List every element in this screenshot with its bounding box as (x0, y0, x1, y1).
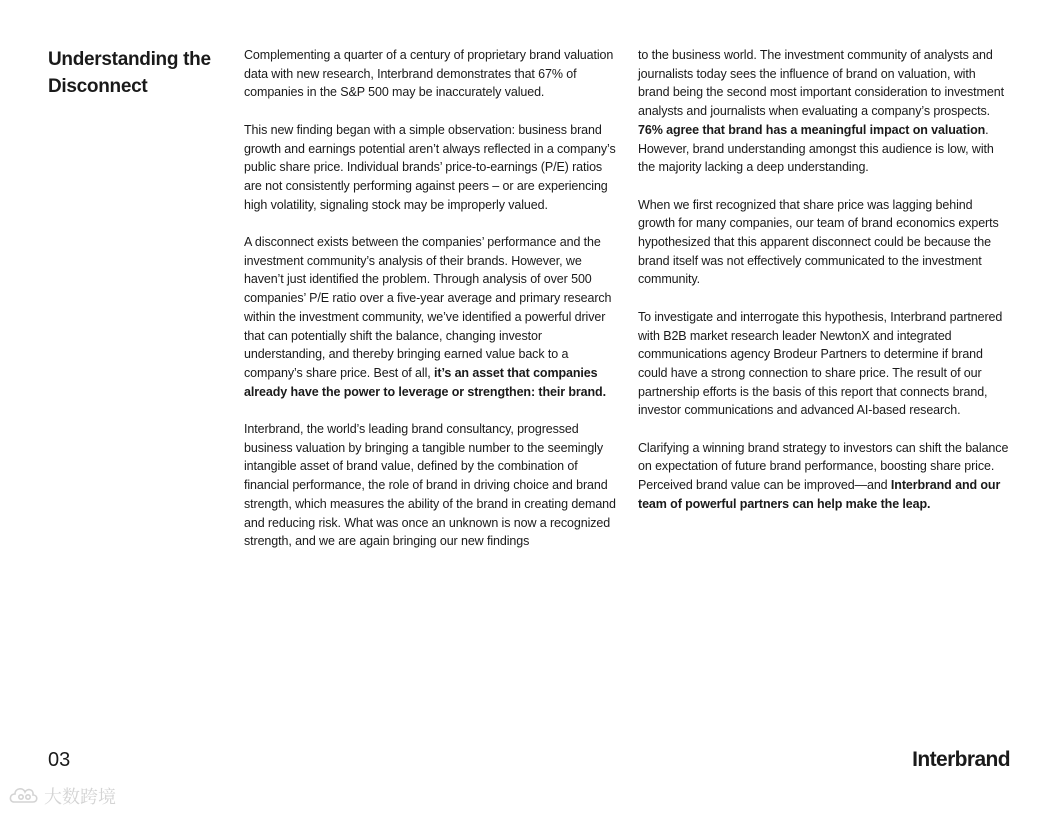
paragraph-emphasis: it’s an asset that companies already have the power to leverage or strengthen: their brand. (244, 365, 606, 399)
cloud-logo-icon (10, 789, 36, 802)
watermark-text: 大数跨境 (44, 787, 116, 808)
paragraph: When we first recognized that share price was lagging behind growth for many companies, our team of brand economics experts hypothesized that this apparent disconnect could be because the brand itself was not effectively communicated to the investment community. (638, 197, 999, 287)
section-heading: Understanding the Disconnect (48, 49, 211, 97)
paragraph-emphasis: Interbrand and our team of powerful partners can help make the leap. (638, 478, 1001, 511)
paragraph (638, 46, 1010, 177)
paragraph: To investigate and interrogate this hypothesis, Interbrand partnered with B2B market research leader NewtonX and integrated communications agency Brodeur Partners to determine if brand could have a strong connection to share price. The result of our partnership efforts is the basis of this report that connects brand, investor communications and advanced AI-based research. (638, 309, 1003, 418)
paragraph: This new finding began with a simple observation: business brand growth and earnings potential aren’t always reflected in a company’s public share price. Individual brands’ price-to-earnings (P/E) ratios are not consistently performing against peers – or are experiencing high volatility, signaling stock may be improperly valued. (244, 122, 616, 212)
left-column (244, 46, 616, 570)
watermark (8, 782, 140, 810)
paragraph-text: Clarifying a winning brand strategy to investors can shift the balance on expectation of future brand performance, boosting share price. Perceived brand value can be improved—and (638, 440, 1009, 493)
paragraph-text: A disconnect exists between the companies’ performance and the investment community’s analysis of their brands. However, we haven’t just identified the problem. Through analysis of over 500 companies’ P/E ratio over a five-year average and primary research within the investment community, we’ve identified a powerful driver that can potentially shift the balance, changing investor understanding, and thereby bringing earned value back to a company’s share price. Best of all, (244, 235, 612, 380)
paragraph: Complementing a quarter of a century of proprietary brand valuation data with new research, Interbrand demonstrates that 67% of companies in the S&P 500 may be inaccurately valued. (244, 48, 614, 100)
paragraph (638, 439, 1010, 514)
right-column (638, 46, 1010, 532)
paragraph-text: to the business world. The investment community of analysts and journalists today sees the influence of brand on valuation, with brand being the second most important consideration to investment analysts and journalists when evaluating a company’s prospects. (638, 48, 1004, 119)
paragraph (244, 233, 616, 401)
paragraph-emphasis: 76% agree that brand has a meaningful impact on valuation (638, 122, 986, 137)
brand-logo: Interbrand (912, 748, 1010, 771)
page-number: 03 (48, 749, 71, 771)
paragraph-text: . However, brand understanding amongst this audience is low, with the majority lacking a deep understanding. (638, 122, 994, 175)
paragraph: Interbrand, the world’s leading brand consultancy, progressed business valuation by bringing a tangible number to the seemingly intangible asset of brand value, defined by the combination of financial performance, the role of brand in driving choice and brand strength, which measures the ability of the brand in creating demand and reducing risk. What was once an unknown is now a recognized strength, and we are again bringing our new findings (244, 422, 616, 549)
